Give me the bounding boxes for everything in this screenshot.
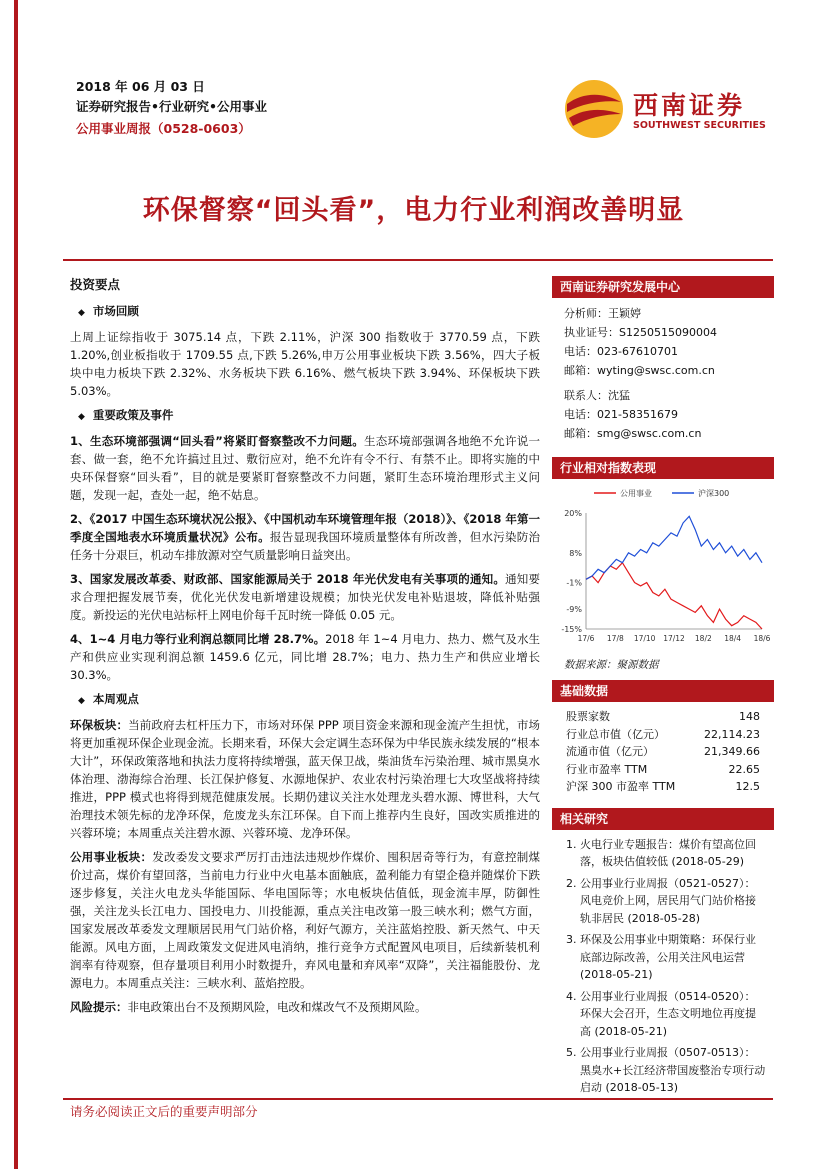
logo-emblem-icon	[563, 78, 625, 140]
research-num: 4.	[566, 989, 577, 1003]
research-item[interactable]	[566, 1044, 766, 1097]
bullet-policy-events: ◆ 重要政策及事件	[78, 406, 540, 426]
basic-row	[552, 743, 774, 761]
bullet-weekly-view: ◆ 本周观点	[78, 690, 540, 710]
bullet-market-review: ◆ 市场回顾	[78, 302, 540, 322]
basic-value: 148	[739, 710, 760, 723]
sidebar	[552, 276, 774, 1101]
report-category: 证券研究报告•行业研究•公用事业	[76, 99, 267, 114]
basic-value: 21,349.66	[704, 745, 760, 758]
analyst-email[interactable]: 邮箱：wyting@swsc.com.cn	[564, 364, 715, 377]
logo-english-name: SOUTHWEST SECURITIES	[633, 120, 766, 131]
event-2-body: 报告显现我国环境质量整体有所改善，但水污染防治任务十分艰巨，机动车排放源对空气质量影响日益突出。	[70, 530, 540, 562]
risk-label: 风险提示：	[70, 1000, 128, 1014]
contact-name: 联系人：沈猛	[564, 389, 630, 402]
risk-body: 非电政策出台不及预期风险，电改和煤改气不及预期风险。	[127, 1000, 427, 1014]
para-market-review: 上周上证综指收于 3075.14 点，下跌 2.11%，沪深 300 指数收于 3770.59 点，下跌 1.20%,创业板指收于 1709.55 点,下跌 5.26%,申万公用事业板块下跌 3.56%，四大子板块中电力板块下跌 2.32%、水务板块下跌 6.16%、燃气板块下跌 3.94%、环保板块下跌 5.03%。	[70, 330, 540, 398]
contact-block	[552, 298, 774, 449]
y-tick-label: 8%	[569, 548, 582, 558]
research-text: 公用事业行业周报（0514-0520）：环保大会召开，生态文明地位再度提高 (2018-05-21)	[580, 989, 756, 1038]
utilities-body: 发改委发文要求严厉打击违法违规炒作煤价、囤积居奇等行为，有意控制煤价过高，煤价有望回落，当前电力行业中火电基本面触底，盈利能力有望企稳并随煤价下跌逐步修复，关注火电龙头华能国际、华电国际等；水电板块估值低，现金流丰厚，防御性强，关注龙头长江电力、国投电力、川投能源，重点关注电改第一股三峡水利；燃气方面，国家发展改革委发文理顺居民用气门站价格，利好气源方，关注蓝焰控股、新天然气、中天能源。风电方面，上周政策发文促进风电消纳，推行竞争方式配置风电项目，后续新装机利润率有待观察，但存量项目利用小时数提升，弃风电量和弃风率“双降”，关注福能股份、龙源电力。本周重点关注：三峡水利、蓝焰控股。	[70, 850, 540, 990]
analyst-name: 分析师：王颖婷	[564, 307, 641, 320]
para-event-2	[70, 510, 540, 564]
x-tick-label: 18/2	[694, 634, 712, 643]
sidebar-header-research: 相关研究	[552, 808, 774, 830]
para-event-3	[70, 570, 540, 624]
event-1-body: 生态环境部强调各地绝不允许说一套、做一套，绝不允许搞过且过、敷衍应对，绝不允许有令不行、有禁不止。即将实施的中央环保督察“回头看”，目的就是要紧盯督察整改不力问题，紧盯生态环境治理形式主义问题，发现一起，查处一起，绝不姑息。	[70, 434, 541, 502]
basic-row	[552, 708, 774, 726]
x-tick-label: 17/8	[606, 634, 624, 643]
research-item[interactable]	[566, 988, 766, 1041]
basic-key: 行业总市值（亿元）	[566, 727, 665, 741]
company-logo	[563, 78, 773, 140]
para-risk	[70, 998, 540, 1016]
basic-value: 22.65	[728, 762, 760, 776]
basic-key: 股票家数	[566, 710, 610, 723]
research-item[interactable]	[566, 875, 766, 928]
environment-label: 环保板块：	[70, 718, 129, 732]
left-accent-bar	[14, 0, 18, 1169]
section-title: 投资要点	[70, 277, 121, 292]
y-tick-label: -1%	[566, 578, 582, 588]
basic-data-table	[552, 702, 774, 796]
environment-body: 当前政府去杠杆压力下，市场对环保 PPP 项目资金来源和现金流产生担忧，市场将更加重视环保企业现金流。长期来看，环保大会定调生态环保为中华民族永续发展的“根本大计”，环保政策落地和执法力度将持续增强，蓝天保卫战，柴油货车污染治理、城市黑臭水体治理、渤海综合治理、长江保护修复、水源地保护、农业农村污染治理七大攻坚战将持续推进，PPP 模式也将得到规范健康发展。长期仍建议关注水处理龙头碧水源、博世科，大气治理技术领先标的龙净环保，危废龙头东江环保。自下而上推荐内生良好，国改实质推进的兴蓉环境；本周重点关注碧水源、兴蓉环境、龙净环保。	[70, 718, 540, 840]
y-tick-label: 20%	[564, 509, 582, 518]
related-research-list	[552, 830, 774, 1097]
x-tick-label: 17/6	[577, 634, 595, 643]
contact-phone: 电话：021-58351679	[564, 408, 678, 421]
para-event-4	[70, 630, 540, 684]
event-3-body: 通知要求合理把握发展节奏，优化光伏发电新增建设规模；加快光伏发电补贴退坡，降低补贴强度。新投运的光伏电站标杆上网电价每千瓦时统一降低 0.05 元。	[70, 572, 540, 622]
research-text: 公用事业行业周报（0507-0513）：黑臭水+长江经济带国废整治专项行动启动 (2018-05-13)	[580, 1046, 766, 1094]
series-line-utilities	[586, 563, 762, 629]
utilities-label: 公用事业板块：	[70, 850, 153, 864]
sidebar-header-basic: 基础数据	[552, 680, 774, 702]
legend-label: 公用事业	[620, 489, 652, 498]
para-environment	[70, 716, 540, 842]
y-tick-label: -9%	[566, 605, 582, 615]
contact-email[interactable]: 邮箱：smg@swsc.com.cn	[564, 427, 702, 440]
research-num: 5.	[566, 1046, 577, 1059]
basic-key: 沪深 300 市盈率 TTM	[566, 780, 676, 793]
research-num: 1.	[566, 837, 577, 851]
basic-value: 12.5	[735, 780, 760, 793]
para-utilities	[70, 848, 540, 992]
research-text: 火电行业专题报告：煤价有望高位回落，板块估值较低 (2018-05-29)	[580, 837, 756, 868]
event-1-headline: 1、生态环境部强调“回头看”将紧盯督察整改不力问题。	[70, 434, 365, 448]
event-3-headline: 3、国家发展改革委、财政部、国家能源局关于 2018 年光伏发电有关事项的通知。	[70, 572, 506, 586]
basic-value: 22,114.23	[704, 727, 760, 741]
para-event-1	[70, 432, 540, 504]
y-tick-label: -15%	[561, 625, 582, 634]
report-date: 2018 年 06 月 03 日	[76, 79, 205, 94]
event-2-headline: 2、《2017 中国生态环境状况公报》、《中国机动车环境管理年报（2018）》、《2018 年第一季度全国地表水环境质量状况》公布。	[70, 512, 540, 544]
title-divider	[63, 259, 773, 261]
event-4-body: 2018 年 1~4 月电力、热力、燃气及水生产和供应业实现利润总额 1459.6 亿元，同比增 28.7%；电力、热力生产和供应业增长 30.3%。	[70, 632, 540, 682]
sidebar-header-center: 西南证券研究发展中心	[552, 276, 774, 298]
x-tick-label: 17/12	[663, 634, 685, 643]
series-line-hs300	[586, 516, 762, 579]
footer-disclaimer: 请务必阅读正文后的重要声明部分	[70, 1104, 258, 1119]
research-num: 2.	[566, 876, 577, 890]
research-item[interactable]	[566, 931, 766, 984]
basic-key: 流通市值（亿元）	[566, 745, 654, 758]
basic-row	[552, 778, 774, 796]
analyst-license: 执业证号：S1250515090004	[564, 326, 717, 339]
analyst-phone: 电话：023-67610701	[564, 345, 678, 358]
footer-divider	[63, 1098, 773, 1100]
chart-source: 数据来源：聚源数据	[564, 659, 659, 671]
sidebar-header-chart: 行业相对指数表现	[552, 457, 774, 479]
event-4-headline: 4、1~4 月电力等行业利润总额同比增 28.7%。	[70, 632, 326, 646]
relative-index-chart	[552, 479, 774, 655]
main-content	[70, 276, 540, 1022]
research-text: 公用事业行业周报（0521-0527）：风电竞价上网，居民用气门站价格接轨非居民 (2018-05-28)	[580, 876, 756, 925]
logo-chinese-name: 西南证券	[633, 91, 746, 120]
basic-key: 行业市盈率 TTM	[566, 762, 648, 776]
x-tick-label: 17/10	[633, 634, 656, 643]
research-num: 3.	[566, 933, 577, 946]
chart-canvas	[552, 479, 774, 655]
basic-row	[552, 761, 774, 779]
research-text: 环保及公用事业中期策略：环保行业底部边际改善，公用关注风电运营 (2018-05-21)	[580, 933, 756, 981]
basic-row	[552, 726, 774, 744]
x-tick-label: 18/6	[753, 634, 771, 643]
report-title: 环保督察“回头看”，电力行业利润改善明显	[142, 195, 685, 226]
report-series: 公用事业周报（0528-0603）	[76, 121, 251, 136]
x-tick-label: 18/4	[724, 634, 742, 643]
research-item[interactable]	[566, 836, 766, 871]
legend-label: 沪深300	[698, 489, 730, 498]
